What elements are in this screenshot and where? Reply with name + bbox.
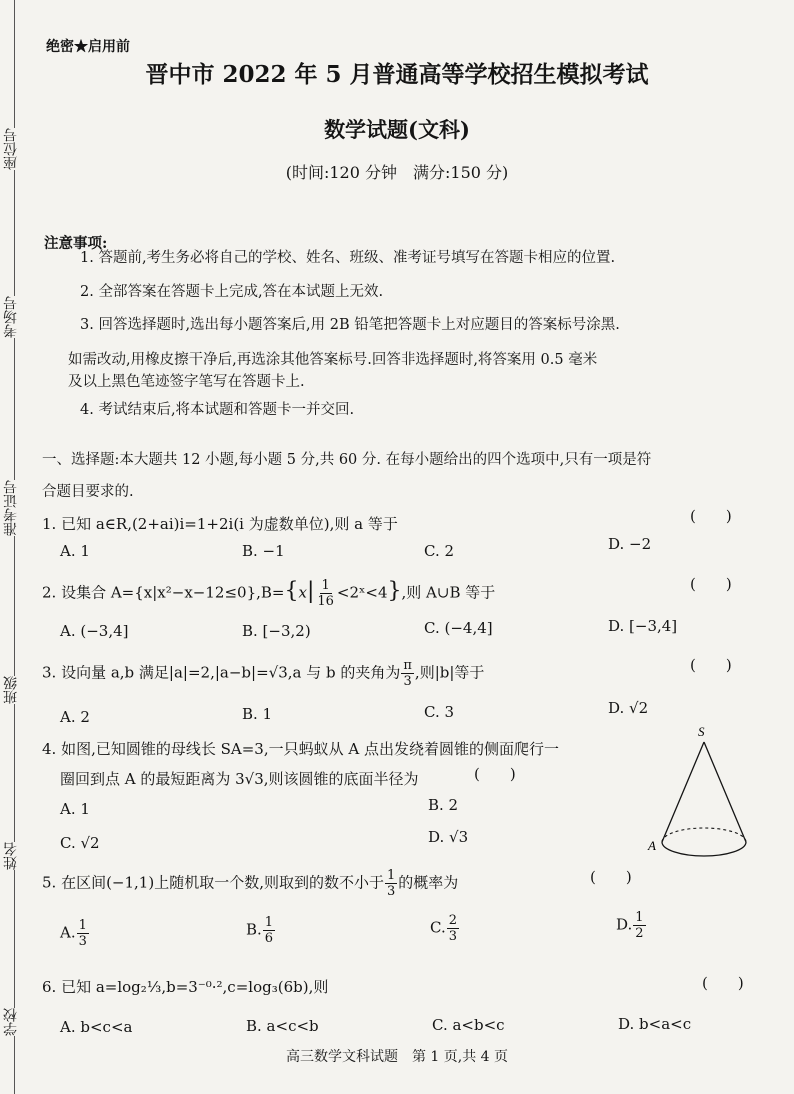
answer-paren: ( ): [690, 507, 732, 525]
answer-paren: ( ): [702, 974, 744, 992]
q6-option-d: D. b<a<c: [618, 1015, 692, 1033]
confidential-mark: 绝密★启用前: [46, 39, 130, 55]
q3-prefix: 3. 设向量 a,b 满足|a|=2,|a−b|=√3,a 与 b 的夹角为: [42, 663, 401, 682]
margin-label-school: 学校: [2, 1008, 24, 1036]
q2-set-var: x: [298, 583, 307, 602]
note-item: 2. 全部答案在答题卡上完成,答在本试题上无效.: [80, 284, 384, 300]
q6-option-a: A. b<c<a: [60, 1018, 133, 1036]
q4-option-d: D. √3: [428, 828, 469, 846]
q6-option-b: B. a<c<b: [246, 1017, 319, 1035]
notes-heading: 注意事项:: [44, 235, 108, 252]
q5-prefix: 5. 在区间(−1,1)上随机取一个数,则取到的数不小于: [42, 873, 384, 892]
q5-option-a: A. $\frac{1}{3}$: [60, 918, 87, 949]
section-heading: 一、选择题:本大题共 12 小题,每小题 5 分,共 60 分. 在每小题给出的四个选项中,只有一项是符: [42, 452, 652, 468]
margin-label-room: 考场号: [2, 296, 24, 338]
q2-suffix: ,则 A∪B 等于: [401, 583, 496, 602]
note-item: 如需改动,用橡皮擦干净后,再选涂其他答案标号.回答非选择题时,将答案用 0.5 毫米: [68, 352, 598, 368]
margin-label-ticket: 准考证号: [2, 480, 24, 536]
question-6-stem: 6. 已知 a=log₂⅓,b=3⁻⁰·²,c=log₃(6b),则: [42, 978, 329, 996]
cone-label-s: S: [698, 724, 705, 739]
q6-option-c: C. a<b<c: [432, 1016, 505, 1034]
margin-label-name: 姓名: [2, 842, 24, 870]
q1-option-d: D. −2: [608, 535, 652, 553]
margin-label-seat: 座位号: [2, 128, 24, 170]
q4-option-c: C. √2: [60, 834, 100, 852]
time-info: (时间:120 分钟 满分:150 分): [285, 163, 509, 182]
margin-label-class: 班级: [2, 676, 24, 704]
q2-inequality: <2ˣ<4: [336, 583, 388, 602]
q2-fraction: $\frac{1}{16}$: [317, 578, 334, 609]
q5-option-b: B. $\frac{1}{6}$: [246, 915, 274, 946]
q4-option-b: B. 2: [428, 796, 459, 814]
cone-label-a: A: [648, 838, 656, 853]
q3-option-d: D. √2: [608, 699, 649, 717]
q2-option-b: B. [−3,2): [242, 622, 311, 640]
page-footer: 高三数学文科试题 第 1 页,共 4 页: [285, 1049, 509, 1065]
q1-option-a: A. 1: [60, 542, 90, 560]
question-4-stem-cont: 圈回到点 A 的最短距离为 3√3,则该圆锥的底面半径为: [60, 770, 419, 788]
cone-figure: [640, 722, 760, 862]
q5-fraction: $\frac{1}{3}$: [386, 868, 396, 899]
q3-fraction: $\frac{\pi}{3}$: [403, 658, 412, 689]
question-3-stem: [42, 658, 484, 689]
answer-paren: ( ): [690, 656, 732, 674]
q3-option-a: A. 2: [60, 708, 90, 726]
exam-title: 晋中市 2022 年 5 月普通高等学校招生模拟考试: [145, 61, 649, 88]
q3-suffix: ,则|b|等于: [414, 663, 485, 682]
answer-paren: ( ): [474, 765, 516, 783]
q2-prefix: 2. 设集合 A={x|x²−x−12≤0},B=: [42, 583, 285, 602]
answer-paren: ( ): [690, 575, 732, 593]
q1-option-c: C. 2: [424, 542, 455, 560]
question-4-stem: 4. 如图,已知圆锥的母线长 SA=3,一只蚂蚁从 A 点出发绕着圆锥的侧面爬行一: [42, 740, 559, 758]
q4-option-a: A. 1: [60, 800, 90, 818]
section-heading-cont: 合题目要求的.: [42, 484, 134, 500]
note-item: 3. 回答选择题时,选出每小题答案后,用 2B 铅笔把答题卡上对应题目的答案标号涂黑.: [80, 317, 620, 333]
q5-option-d: D. $\frac{1}{2}$: [616, 910, 644, 941]
note-item: 1. 答题前,考生务必将自己的学校、姓名、班级、准考证号填写在答题卡相应的位置.: [80, 250, 616, 266]
note-item: 4. 考试结束后,将本试题和答题卡一并交回.: [80, 402, 355, 418]
question-1-stem: 1. 已知 a∈R,(2+ai)i=1+2i(i 为虚数单位),则 a 等于: [42, 515, 398, 533]
question-2-stem: 2. 设集合 A={x|x²−x−12≤0},B={x| $\frac{1}{16}$ <2ˣ<4},则 A∪B 等于: [42, 578, 496, 609]
q5-option-c: C. $\frac{2}{3}$: [430, 913, 457, 944]
q2-option-d: D. [−3,4]: [608, 617, 678, 635]
exam-subtitle: 数学试题(文科): [324, 117, 470, 142]
note-item: 及以上黑色笔迹签字笔写在答题卡上.: [68, 374, 305, 390]
q2-option-a: A. (−3,4]: [60, 622, 129, 640]
q3-option-b: B. 1: [242, 705, 273, 723]
q5-suffix: 的概率为: [398, 873, 459, 892]
q2-option-c: C. (−4,4]: [424, 619, 493, 637]
answer-paren: ( ): [590, 868, 632, 886]
q3-option-c: C. 3: [424, 703, 455, 721]
question-5-stem: [42, 868, 458, 899]
q1-option-b: B. −1: [242, 542, 285, 560]
